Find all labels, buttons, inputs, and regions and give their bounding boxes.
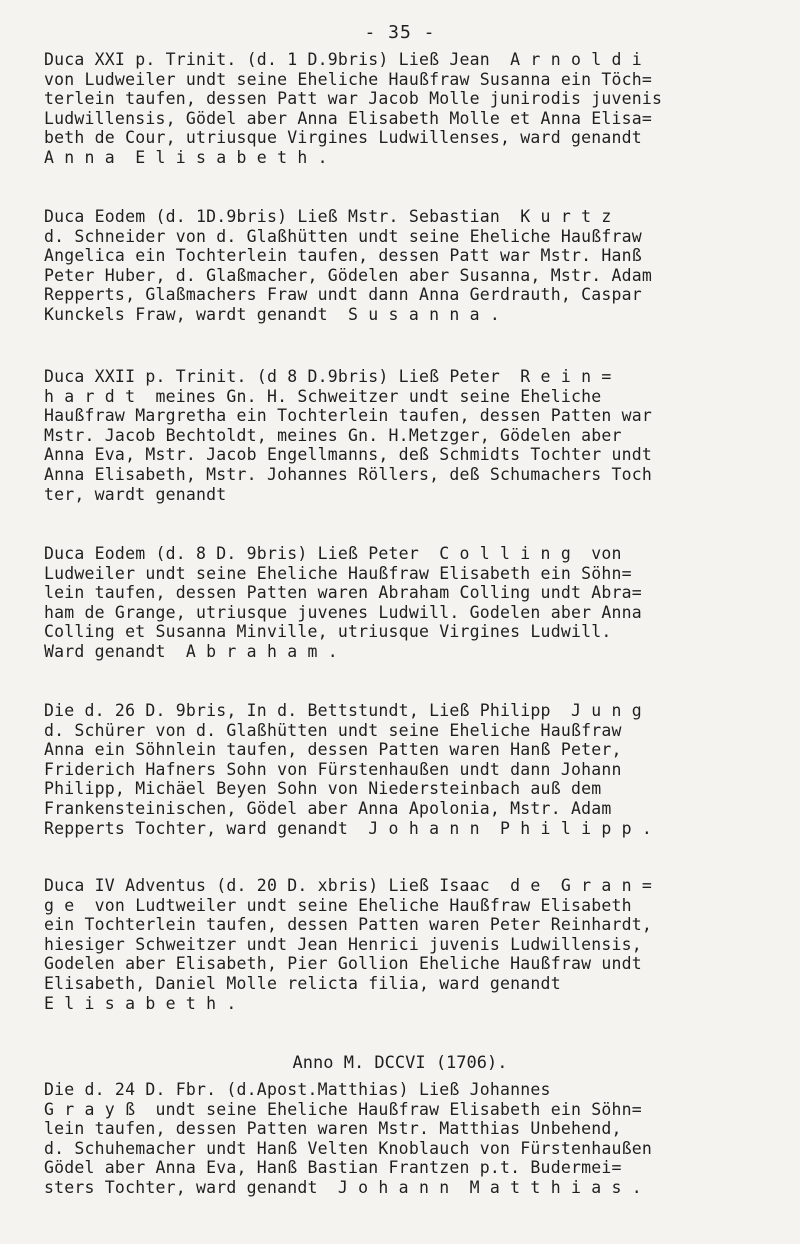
entry-line: Colling et Susanna Minville, utriusque Virgines Ludwill. (44, 622, 612, 642)
entry-line: sters Tochter, ward genandt J o h a n n M a t t h i a s . (44, 1177, 642, 1197)
entry-line: ham de Grange, utriusque juvenes Ludwill. Godelen aber Anna (44, 602, 642, 622)
entry-line: ter, wardt genandt (44, 484, 227, 504)
entry-line: Ludweiler undt seine Eheliche Haußfraw Elisabeth ein Söhn= (44, 563, 632, 583)
entry-line: Duca XXII p. Trinit. (d 8 D.9bris) Ließ Peter R e i n = (44, 367, 612, 386)
entry-line: Ward genandt A b r a h a m . (44, 641, 338, 661)
entry-line: A n n a E l i s a b e t h . (44, 147, 328, 167)
entry-line: Duca Eodem (d. 1D.9bris) Ließ Mstr. Sebastian K u r t z (44, 207, 612, 226)
entry-line: d. Schneider von d. Glaßhütten undt seine Eheliche Haußfraw (44, 226, 642, 246)
entry-line: d. Schürer von d. Glaßhütten undt seine Eheliche Haußfraw (44, 720, 622, 740)
entry-line: von Ludweiler undt seine Eheliche Haußfraw Susanna ein Töch= (44, 69, 653, 89)
entry-line: lein taufen, dessen Patten waren Mstr. Matthias Unbehend, (44, 1119, 622, 1139)
entry-line: Ludwillensis, Gödel aber Anna Elisabeth Molle et Anna Elisa= (44, 108, 653, 128)
baptism-entry (44, 207, 774, 325)
entry-line: Duca IV Adventus (d. 20 D. xbris) Ließ Isaac d e G r a n = (44, 876, 653, 895)
entry-line: ein Tochterlein taufen, dessen Patten waren Peter Reinhardt, (44, 915, 653, 935)
entry-line: h a r d t meines Gn. H. Schweitzer undt seine Eheliche (44, 386, 602, 406)
entry-line: hiesiger Schweitzer undt Jean Henrici juvenis Ludwillensis, (44, 934, 642, 954)
entry-line: beth de Cour, utriusque Virgines Ludwillenses, ward genandt (44, 128, 642, 148)
entry-line: Repperts, Glaßmachers Fraw undt dann Anna Gerdrauth, Caspar (44, 285, 642, 305)
entry-line: Repperts Tochter, ward genandt J o h a n n P h i l i p p . (44, 818, 653, 838)
entry-line: Philipp, Michäel Beyen Sohn von Niedersteinbach auß dem (44, 779, 602, 799)
entry-line: G r a y ß undt seine Eheliche Haußfraw Elisabeth ein Söhn= (44, 1099, 642, 1119)
entry-line: Die d. 24 D. Fbr. (d.Apost.Matthias) Ließ Johannes (44, 1080, 551, 1099)
entry-line: Friderich Hafners Sohn von Fürstenhaußen undt dann Johann (44, 759, 622, 779)
baptism-entry (44, 1080, 774, 1198)
baptism-entry (44, 50, 774, 168)
entry-line: Mstr. Jacob Bechtoldt, meines Gn. H.Metzger, Gödelen aber (44, 425, 622, 445)
baptism-entry (44, 876, 774, 1013)
entry-line: d. Schuhemacher undt Hanß Velten Knoblauch von Fürstenhaußen (44, 1138, 653, 1158)
entry-line: g e von Ludtweiler undt seine Eheliche Haußfraw Elisabeth (44, 895, 632, 915)
page-number: - 35 - (364, 22, 436, 43)
entry-line: Gödel aber Anna Eva, Hanß Bastian Frantzen p.t. Budermei= (44, 1158, 622, 1178)
entry-line: E l i s a b e t h . (44, 993, 237, 1013)
entry-line: Duca Eodem (d. 8 D. 9bris) Ließ Peter C o l l i n g von (44, 544, 622, 563)
entry-line: Frankensteinischen, Gödel aber Anna Apolonia, Mstr. Adam (44, 798, 612, 818)
entry-line: Anna Eva, Mstr. Jacob Engellmanns, deß Schmidts Tochter undt (44, 445, 653, 465)
year-heading: Anno M. DCCVI (1706). (292, 1053, 508, 1073)
entry-line: Kunckels Fraw, wardt genandt S u s a n n a . (44, 304, 501, 324)
entry-line: Elisabeth, Daniel Molle relicta filia, ward genandt (44, 973, 561, 993)
baptism-entry (44, 367, 774, 504)
entry-line: Peter Huber, d. Glaßmacher, Gödelen aber Susanna, Mstr. Adam (44, 265, 653, 285)
entry-line: Anna Elisabeth, Mstr. Johannes Röllers, deß Schumachers Toch (44, 464, 653, 484)
entry-line: terlein taufen, dessen Patt war Jacob Molle junirodis juvenis (44, 89, 663, 109)
baptism-entry (44, 701, 774, 838)
entry-line: Godelen aber Elisabeth, Pier Gollion Eheliche Haußfraw undt (44, 954, 642, 974)
entry-line: Haußfraw Margretha ein Tochterlein taufen, dessen Patten war (44, 406, 653, 426)
entry-line: Duca XXI p. Trinit. (d. 1 D.9bris) Ließ Jean A r n o l d i (44, 50, 642, 69)
entry-line: Die d. 26 D. 9bris, In d. Bettstundt, Ließ Philipp J u n g (44, 701, 642, 720)
entry-line: lein taufen, dessen Patten waren Abraham Colling undt Abra= (44, 583, 642, 603)
entry-line: Anna ein Söhnlein taufen, dessen Patten waren Hanß Peter, (44, 740, 622, 760)
baptism-entry (44, 544, 774, 662)
entry-line: Angelica ein Tochterlein taufen, dessen Patt war Mstr. Hanß (44, 246, 642, 266)
